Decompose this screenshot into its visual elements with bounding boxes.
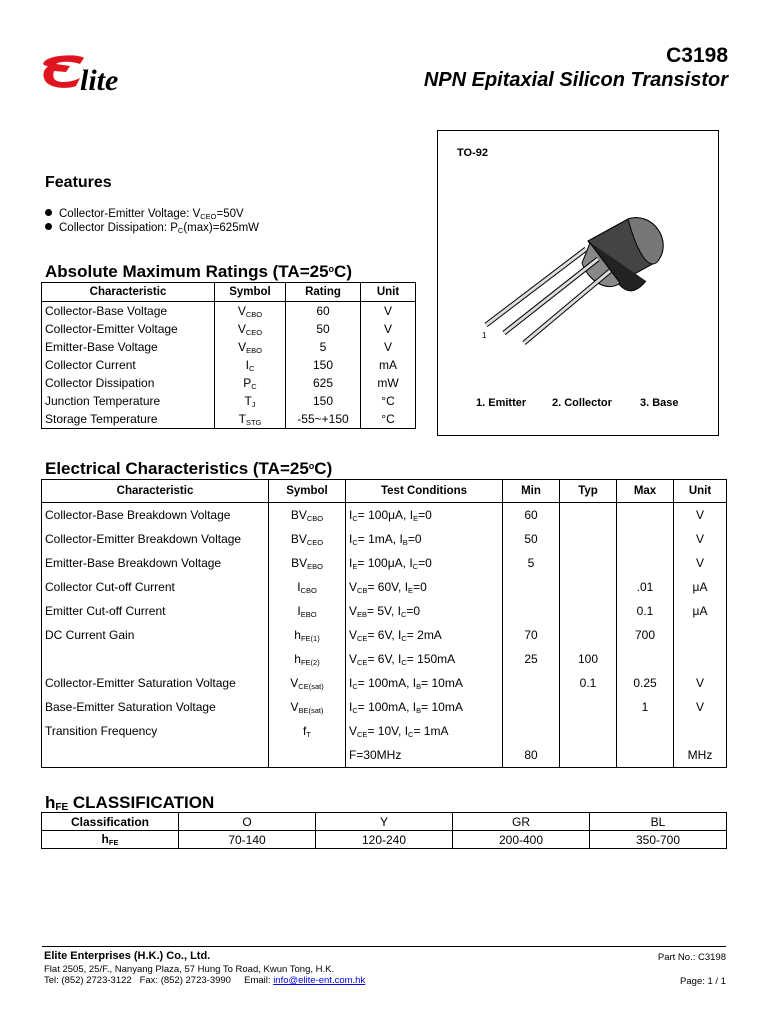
characteristic-cell: Storage Temperature	[42, 410, 215, 429]
symbol-cell: $I_{EBO}$	[269, 599, 346, 623]
absolute-max-ratings-table	[41, 282, 416, 429]
characteristic-cell: Collector-Emitter Saturation Voltage	[42, 671, 269, 695]
symbol-cell: $h_{FE(1)}$	[269, 623, 346, 647]
characteristic-cell	[42, 743, 269, 768]
min-cell	[503, 695, 560, 719]
characteristic-cell: Collector-Base Voltage	[42, 302, 215, 321]
characteristic-cell: Emitter-Base Breakdown Voltage	[42, 551, 269, 575]
characteristic-cell: Junction Temperature	[42, 392, 215, 410]
footer-company: Elite Enterprises (H.K.) Co., Ltd.	[44, 950, 211, 962]
characteristic-cell: Collector-Emitter Voltage	[42, 320, 215, 338]
symbol-cell: $BV_{CBO}$	[269, 503, 346, 528]
typ-cell: 100	[560, 647, 617, 671]
unit-cell: mW	[361, 374, 416, 392]
table-row	[42, 575, 727, 599]
hfe-range-cell: 70-140	[179, 831, 316, 849]
classification-label: Classification	[42, 813, 179, 831]
min-cell: 70	[503, 623, 560, 647]
unit-cell: V	[361, 320, 416, 338]
table-row	[42, 527, 727, 551]
col-header: Unit	[361, 283, 416, 302]
col-header: Characteristic	[42, 283, 215, 302]
unit-cell: μA	[674, 575, 727, 599]
test-condition-cell: $I_C= 1mA$, $I_B=0$	[346, 527, 503, 551]
test-condition-cell: $V_{CE}= 6V$, $I_C= 2mA$	[346, 623, 503, 647]
max-cell: 0.25	[617, 671, 674, 695]
unit-cell: V	[674, 527, 727, 551]
table-row	[42, 356, 416, 374]
max-cell: 1	[617, 695, 674, 719]
elite-logo	[40, 52, 148, 100]
rating-cell: 5	[286, 338, 361, 356]
amr-title: Absolute Maximum Ratings $(TA=25^oC)$	[45, 262, 352, 281]
unit-cell: °C	[361, 410, 416, 429]
test-condition-cell: $I_C= 100\mu A$, $I_E=0$	[346, 503, 503, 528]
min-cell: 5	[503, 551, 560, 575]
min-cell: 50	[503, 527, 560, 551]
min-cell: 80	[503, 743, 560, 768]
symbol-cell: $T_{STG}$	[215, 410, 286, 429]
characteristic-cell: Emitter-Base Voltage	[42, 338, 215, 356]
unit-cell: V	[361, 338, 416, 356]
max-cell: 0.1	[617, 599, 674, 623]
table-row	[42, 320, 416, 338]
min-cell	[503, 599, 560, 623]
svg-text:lite: lite	[80, 64, 119, 97]
test-condition-cell: $I_C= 100mA$, $I_B= 10mA$	[346, 671, 503, 695]
features-title: Features	[45, 174, 112, 191]
hfe-classification-table	[41, 812, 727, 849]
characteristic-cell: DC Current Gain	[42, 623, 269, 647]
unit-cell	[674, 647, 727, 671]
package-box	[437, 130, 719, 436]
class-cell: O	[179, 813, 316, 831]
max-cell: .01	[617, 575, 674, 599]
characteristic-cell: Emitter Cut-off Current	[42, 599, 269, 623]
table-row	[42, 338, 416, 356]
hfe-label: $h_{FE}$	[42, 831, 179, 849]
symbol-cell: $V_{CEO}$	[215, 320, 286, 338]
email-link[interactable]: info@elite-ent.com.hk	[273, 975, 366, 986]
table-row	[42, 623, 727, 647]
characteristic-cell: Transition Frequency	[42, 719, 269, 743]
symbol-cell: $h_{FE(2)}$	[269, 647, 346, 671]
max-cell	[617, 647, 674, 671]
rating-cell: 625	[286, 374, 361, 392]
typ-cell	[560, 527, 617, 551]
unit-cell: MHz	[674, 743, 727, 768]
col-header: Min	[503, 480, 560, 503]
symbol-cell: $V_{CBO}$	[215, 302, 286, 321]
rating-cell: 60	[286, 302, 361, 321]
min-cell	[503, 719, 560, 743]
test-condition-cell: F=30MHz	[346, 743, 503, 768]
max-cell	[617, 743, 674, 768]
ec-title: Electrical Characteristics $(TA=25^oC)$	[45, 459, 333, 478]
class-cell: BL	[590, 813, 727, 831]
col-header: Unit	[674, 480, 727, 503]
rating-cell: 50	[286, 320, 361, 338]
col-header: Symbol	[269, 480, 346, 503]
rating-cell: 150	[286, 356, 361, 374]
max-cell	[617, 503, 674, 528]
min-cell: 60	[503, 503, 560, 528]
elite-logo-graphic	[40, 52, 148, 100]
table-row	[42, 743, 727, 768]
hfe-title: $h_{FE}$ CLASSIFICATION	[45, 793, 215, 813]
symbol-cell: $P_C$	[215, 374, 286, 392]
pin1-marker: 1	[482, 331, 487, 340]
test-condition-cell: $I_C= 100mA$, $I_B= 10mA$	[346, 695, 503, 719]
unit-cell: mA	[361, 356, 416, 374]
typ-cell	[560, 503, 617, 528]
table-row	[42, 374, 416, 392]
pin-2-label: 2. Collector	[552, 397, 612, 409]
class-cell: GR	[453, 813, 590, 831]
hfe-range-cell: 120-240	[316, 831, 453, 849]
footer-divider	[42, 946, 726, 947]
min-cell	[503, 671, 560, 695]
typ-cell	[560, 623, 617, 647]
unit-cell: μA	[674, 599, 727, 623]
symbol-cell	[269, 743, 346, 768]
col-header: Characteristic	[42, 480, 269, 503]
test-condition-cell: $I_E= 100\mu A$, $I_C=0$	[346, 551, 503, 575]
feature-item: Collector-Emitter Voltage: $V_{CEO}=50V$	[45, 208, 244, 221]
unit-cell	[674, 623, 727, 647]
pin-1-label: 1. Emitter	[476, 397, 527, 409]
typ-cell	[560, 719, 617, 743]
symbol-cell: $V_{CE(sat)}$	[269, 671, 346, 695]
table-row	[42, 503, 727, 528]
symbol-cell: $I_{CBO}$	[269, 575, 346, 599]
hfe-range-cell: 200-400	[453, 831, 590, 849]
unit-cell: V	[674, 671, 727, 695]
typ-cell	[560, 599, 617, 623]
max-cell	[617, 551, 674, 575]
part-number: C3198	[666, 44, 728, 67]
class-cell: Y	[316, 813, 453, 831]
characteristic-cell: Collector Cut-off Current	[42, 575, 269, 599]
package-name: TO-92	[457, 147, 488, 159]
table-row	[42, 599, 727, 623]
electrical-characteristics-table	[41, 479, 727, 768]
typ-cell	[560, 695, 617, 719]
to92-package-drawing	[478, 201, 678, 351]
document-subtitle: NPN Epitaxial Silicon Transistor	[423, 69, 728, 91]
bullet-icon	[45, 223, 52, 230]
table-row	[42, 671, 727, 695]
table-row	[42, 719, 727, 743]
unit-cell: °C	[361, 392, 416, 410]
characteristic-cell: Collector Dissipation	[42, 374, 215, 392]
test-condition-cell: $V_{CB}= 60V$, $I_E=0$	[346, 575, 503, 599]
max-cell	[617, 719, 674, 743]
typ-cell	[560, 551, 617, 575]
characteristic-cell: Base-Emitter Saturation Voltage	[42, 695, 269, 719]
unit-cell: V	[674, 503, 727, 528]
test-condition-cell: $V_{EB}= 5V$, $I_C=0$	[346, 599, 503, 623]
pin-3-label: 3. Base	[640, 397, 679, 409]
footer-part-number: Part No.: C3198	[657, 952, 726, 963]
feature-item: Collector Dissipation: $P_C(\max)=625mW$	[45, 222, 259, 235]
symbol-cell: $f_T$	[269, 719, 346, 743]
col-header: Typ	[560, 480, 617, 503]
characteristic-cell: Collector-Base Breakdown Voltage	[42, 503, 269, 528]
footer-page: Page: 1 / 1	[680, 976, 726, 987]
symbol-cell: $V_{EBO}$	[215, 338, 286, 356]
min-cell: 25	[503, 647, 560, 671]
table-row	[42, 302, 416, 321]
test-condition-cell: $V_{CE}= 6V$, $I_C= 150mA$	[346, 647, 503, 671]
unit-cell	[674, 719, 727, 743]
test-condition-cell: $V_{CE}= 10V$, $I_C= 1mA$	[346, 719, 503, 743]
footer-address: Flat 2505, 25/F., Nanyang Plaza, 57 Hung To Road, Kwun Tong, H.K.	[44, 964, 335, 975]
characteristic-cell: Collector Current	[42, 356, 215, 374]
symbol-cell: $BV_{EBO}$	[269, 551, 346, 575]
table-row	[42, 392, 416, 410]
table-row	[42, 647, 727, 671]
symbol-cell: $V_{BE(sat)}$	[269, 695, 346, 719]
unit-cell: V	[674, 551, 727, 575]
typ-cell: 0.1	[560, 671, 617, 695]
symbol-cell: $T_J$	[215, 392, 286, 410]
max-cell: 700	[617, 623, 674, 647]
unit-cell: V	[674, 695, 727, 719]
col-header: Rating	[286, 283, 361, 302]
typ-cell	[560, 575, 617, 599]
characteristic-cell: Collector-Emitter Breakdown Voltage	[42, 527, 269, 551]
table-row	[42, 410, 416, 429]
rating-cell: 150	[286, 392, 361, 410]
unit-cell: V	[361, 302, 416, 321]
col-header: Symbol	[215, 283, 286, 302]
rating-cell: -55~+150	[286, 410, 361, 429]
typ-cell	[560, 743, 617, 768]
bullet-icon	[45, 209, 52, 216]
col-header: Max	[617, 480, 674, 503]
hfe-range-cell: 350-700	[590, 831, 727, 849]
col-header: Test Conditions	[346, 480, 503, 503]
max-cell	[617, 527, 674, 551]
characteristic-cell	[42, 647, 269, 671]
symbol-cell: $I_C$	[215, 356, 286, 374]
footer-contact: Tel: (852) 2723-3122 Fax: (852) 2723-3990 Email: info@elite-ent.com.hk	[44, 975, 366, 986]
symbol-cell: $BV_{CEO}$	[269, 527, 346, 551]
table-row	[42, 551, 727, 575]
min-cell	[503, 575, 560, 599]
table-row	[42, 695, 727, 719]
